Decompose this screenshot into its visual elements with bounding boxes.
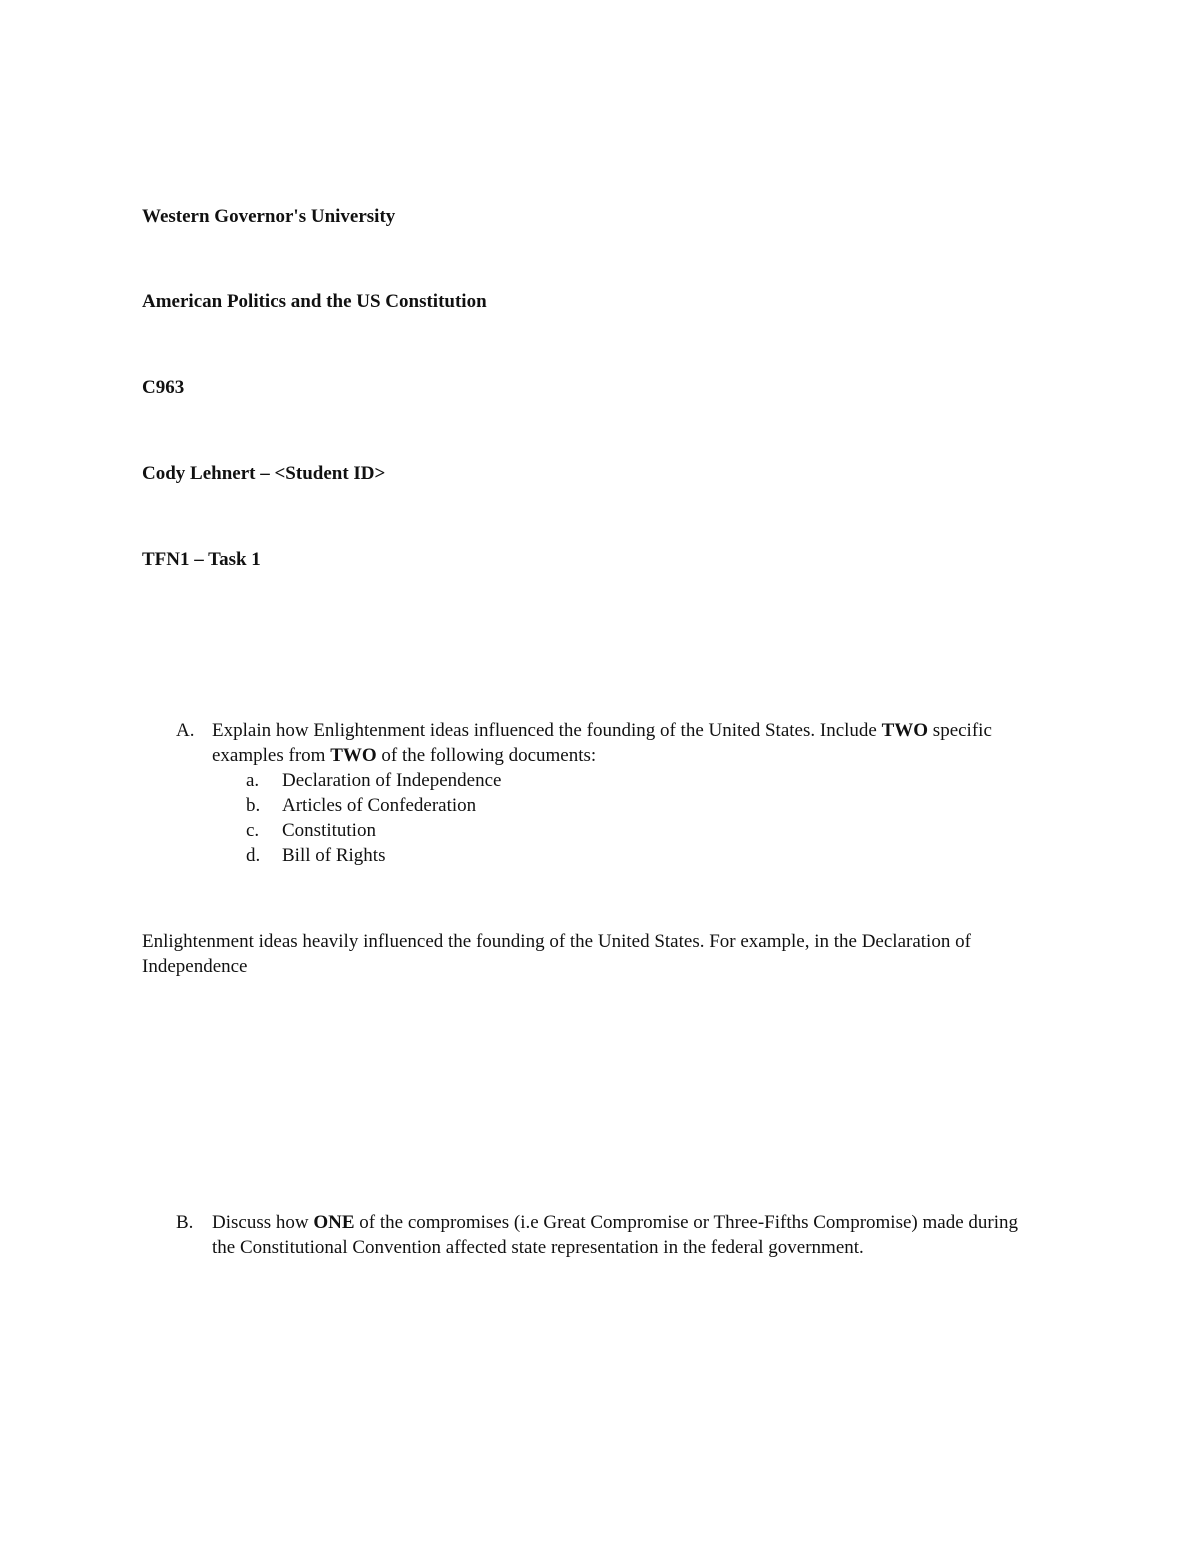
question-a-text (212, 718, 1036, 768)
document-list (246, 768, 1036, 868)
list-marker: d. (246, 845, 261, 866)
question-b-text-part: Discuss how (212, 1212, 314, 1233)
question-a (176, 718, 1036, 868)
university-heading: Western Governor's University (142, 206, 396, 227)
course-title: American Politics and the US Constitution (142, 291, 487, 312)
question-a-emphasis: TWO (881, 720, 929, 741)
task-title: TFN1 – Task 1 (142, 549, 261, 570)
list-item (246, 818, 1036, 843)
list-marker: b. (246, 795, 261, 816)
question-b-text-part: of the compromises (i.e Great Compromise or Three-Fifths Compromise) made during the Constitutional Convention affected state representation in the federal government. (212, 1212, 1018, 1258)
question-b-text (212, 1210, 1036, 1260)
list-label: Articles of Confederation (282, 795, 477, 816)
question-a-letter: A. (176, 720, 195, 741)
list-marker: c. (246, 820, 260, 841)
student-name: Cody Lehnert – <Student ID> (142, 463, 386, 484)
list-label: Constitution (282, 820, 376, 841)
question-b-emphasis: ONE (313, 1212, 355, 1233)
question-b-letter: B. (176, 1212, 194, 1233)
course-code: C963 (142, 377, 185, 398)
answer-a-paragraph: Enlightenment ideas heavily influenced the founding of the United States. For example, in the Declaration of Independence (142, 931, 971, 977)
list-item (246, 768, 1036, 793)
list-label: Declaration of Independence (282, 770, 502, 791)
question-a-text-part: Explain how Enlightenment ideas influenced the founding of the United States. Include (212, 720, 882, 741)
list-label: Bill of Rights (282, 845, 386, 866)
question-a-emphasis: TWO (330, 745, 377, 766)
question-b (176, 1210, 1036, 1260)
list-item (246, 843, 1036, 868)
list-item (246, 793, 1036, 818)
list-marker: a. (246, 770, 260, 791)
question-a-text-part: specific examples from (212, 720, 992, 766)
question-a-text-part: of the following documents: (376, 745, 597, 766)
